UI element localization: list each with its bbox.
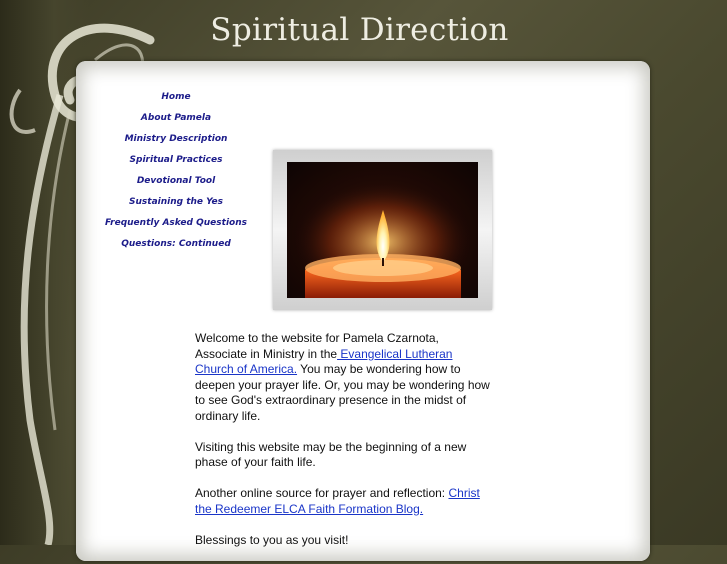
nav-link-spiritual-practices[interactable]: Spiritual Practices: [129, 155, 223, 165]
nav-link-questions-continued[interactable]: Questions: Continued: [121, 239, 231, 249]
nav-link-about-pamela[interactable]: About Pamela: [140, 113, 212, 123]
blessings-paragraph: Blessings to you as you visit!: [195, 532, 349, 547]
nav-link-sustaining-the-yes[interactable]: Sustaining the Yes: [129, 197, 223, 207]
faith-formation-blog-link[interactable]: Christ the Redeemer ELCA Faith Formation Blog.: [195, 486, 480, 516]
nav-link-ministry-description[interactable]: Ministry Description: [124, 134, 228, 144]
another-source-text: Another online source for prayer and reflection:: [195, 486, 449, 500]
visiting-paragraph: Visiting this website may be the beginning of a new phase of your faith life.: [195, 439, 467, 469]
elca-link[interactable]: Evangelical Lutheran Church of America.: [195, 346, 453, 376]
main-content: [195, 331, 491, 564]
nav-link-home[interactable]: Home: [161, 92, 191, 102]
site-title-bar: [0, 12, 727, 48]
intro-text-continued: You may be wondering how to deepen your prayer life. Or, you may be wondering how to see God's extraordinary presence in the midst of ordinary life.: [195, 362, 490, 423]
sidebar-nav: [100, 90, 252, 258]
site-title: Spiritual Direction: [210, 12, 509, 48]
nav-link-devotional-tool[interactable]: Devotional Tool: [136, 176, 216, 186]
another-source-paragraph: [195, 486, 491, 517]
candle-image: [273, 150, 492, 310]
nav-link-faq[interactable]: Frequently Asked Questions: [105, 218, 247, 228]
intro-paragraph: [195, 331, 491, 424]
candle-photo: [287, 162, 478, 298]
candle-flame-icon: [287, 162, 478, 298]
intro-text: Welcome to the website for Pamela Czarnota, Associate in Ministry in the: [195, 331, 439, 361]
